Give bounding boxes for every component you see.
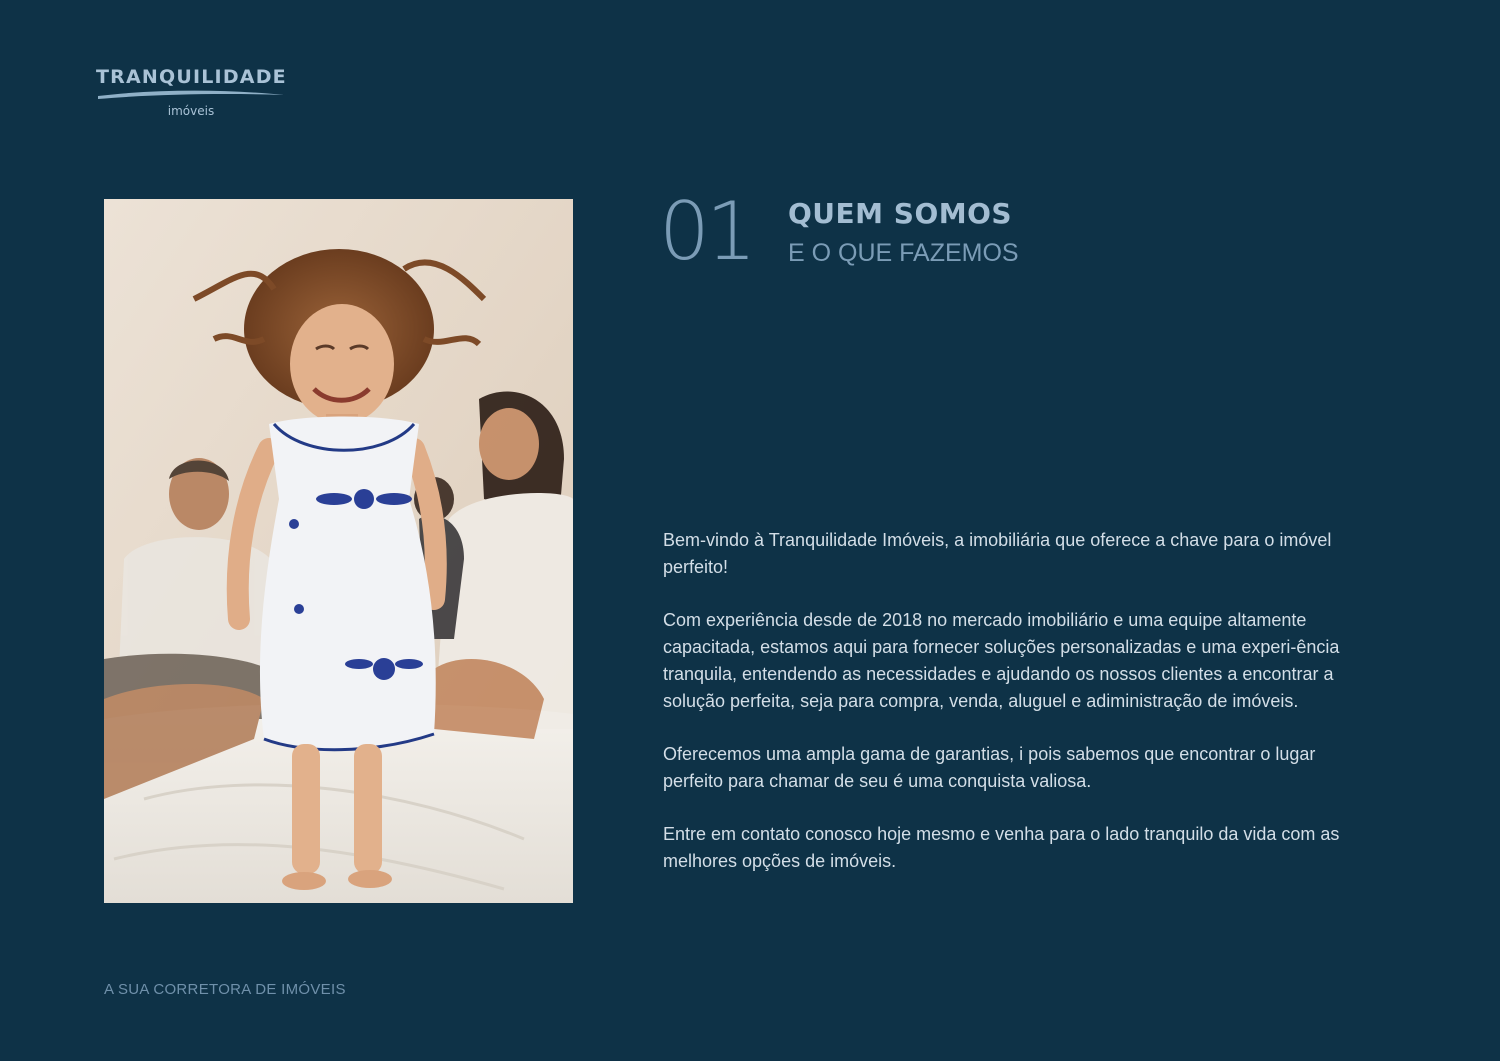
brand-logo xyxy=(96,64,286,124)
logo-swoosh-icon xyxy=(96,90,286,102)
footer-tagline: A SUA CORRETORA DE IMÓVEIS xyxy=(104,981,346,998)
logo-wordmark: TRANQUILIDADE xyxy=(96,66,287,88)
section-number: 01 xyxy=(659,185,753,278)
family-photo xyxy=(104,199,573,903)
paragraph-guarantees: Oferecemos uma ampla gama de garantias, i pois sabemos que encontrar o lugar perfeito para chamar de seu é uma conquista valiosa. xyxy=(663,744,1316,791)
logo-subtitle: imóveis xyxy=(167,104,215,118)
section-subtitle: E O QUE FAZEMOS xyxy=(788,239,1019,267)
about-body xyxy=(663,527,1368,875)
paragraph-experience: Com experiência desde de 2018 no mercado imobiliário e uma equipe altamente capacitada, estamos aqui para fornecer soluções personalizadas e uma experi-ência tranquila, entendendo as necessidades e ajudando os nossos clientes a encontrar a solução perfeita, seja para compra, venda, aluguel e adiministração de imóveis. xyxy=(663,610,1340,711)
paragraph-contact: Entre em contato conosco hoje mesmo e venha para o lado tranquilo da vida com as melhores opções de imóveis. xyxy=(663,824,1340,871)
paragraph-welcome: Bem-vindo à Tranquilidade Imóveis, a imobiliária que oferece a chave para o imóvel perfeito! xyxy=(663,530,1332,577)
section-title: QUEM SOMOS xyxy=(788,197,1013,230)
